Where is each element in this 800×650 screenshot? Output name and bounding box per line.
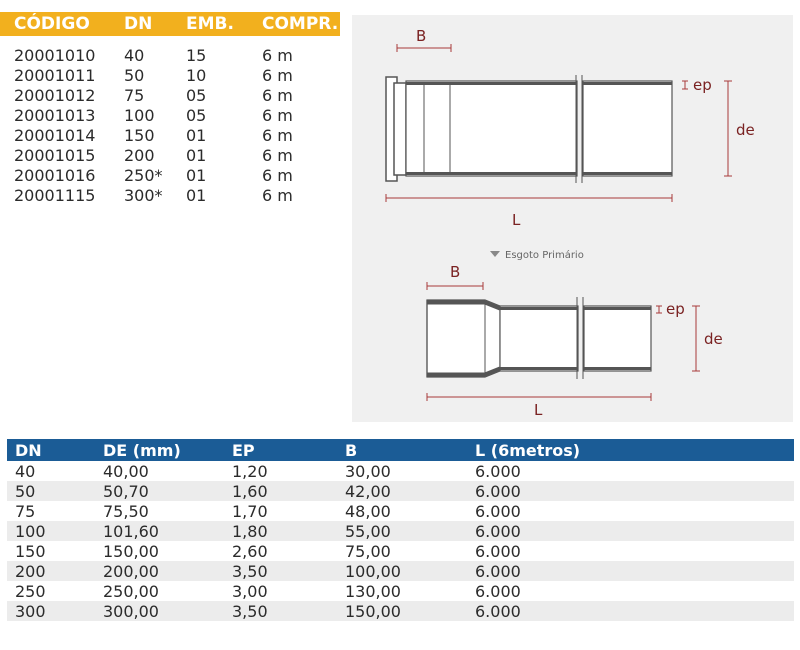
cell-compr: 6 m: [262, 86, 293, 105]
cell-de: 200,00: [103, 562, 159, 581]
cell-de: 250,00: [103, 582, 159, 601]
cell-ep: 1,80: [232, 522, 268, 541]
cell-l: 6.000: [475, 462, 521, 481]
cell-dn: 200: [15, 562, 46, 581]
cell-dn: 50: [124, 66, 145, 85]
cell-dn: 250: [15, 582, 46, 601]
bottom-b-label: B: [450, 263, 461, 281]
cell-emb: 10: [186, 66, 207, 85]
cell-codigo: 20001010: [14, 46, 96, 65]
header-b: B: [345, 441, 358, 460]
bottom-ep-label: ep: [666, 300, 685, 318]
header-dn: DN: [15, 441, 42, 460]
cell-ep: 2,60: [232, 542, 268, 561]
cell-dn: 40: [124, 46, 145, 65]
dimensions-table-body: [7, 461, 794, 621]
cell-compr: 6 m: [262, 46, 293, 65]
cell-de: 40,00: [103, 462, 149, 481]
table-row: [0, 146, 340, 166]
cell-emb: 01: [186, 146, 207, 165]
cell-l: 6.000: [475, 502, 521, 521]
cell-l: 6.000: [475, 522, 521, 541]
header-emb: EMB.: [186, 14, 234, 34]
cell-b: 42,00: [345, 482, 391, 501]
product-table-header: [0, 12, 340, 36]
cell-l: 6.000: [475, 562, 521, 581]
pipe-diagrams: [352, 15, 793, 422]
cell-compr: 6 m: [262, 106, 293, 125]
cell-b: 75,00: [345, 542, 391, 561]
cell-l: 6.000: [475, 542, 521, 561]
header-codigo: CÓDIGO: [14, 14, 90, 34]
caption-arrow-icon: [490, 251, 500, 257]
cell-dn: 200: [124, 146, 155, 165]
cell-de: 150,00: [103, 542, 159, 561]
cell-codigo: 20001013: [14, 106, 96, 125]
cell-b: 30,00: [345, 462, 391, 481]
cell-compr: 6 m: [262, 66, 293, 85]
pipe-diagram-panel: [352, 15, 793, 422]
cell-ep: 1,70: [232, 502, 268, 521]
cell-codigo: 20001014: [14, 126, 96, 145]
header-dn: DN: [124, 14, 153, 34]
cell-l: 6.000: [475, 582, 521, 601]
table-row: [7, 601, 794, 621]
cell-dn: 75: [124, 86, 145, 105]
cell-b: 130,00: [345, 582, 401, 601]
header-ep: EP: [232, 441, 255, 460]
cell-l: 6.000: [475, 482, 521, 501]
cell-emb: 05: [186, 86, 207, 105]
cell-emb: 01: [186, 186, 207, 205]
header-l: L (6metros): [475, 441, 581, 460]
cell-emb: 05: [186, 106, 207, 125]
cell-compr: 6 m: [262, 166, 293, 185]
top-de-label: de: [736, 121, 755, 139]
cell-codigo: 20001016: [14, 166, 96, 185]
cell-ep: 3,50: [232, 602, 268, 621]
diagram-caption: Esgoto Primário: [505, 250, 584, 261]
cell-b: 55,00: [345, 522, 391, 541]
table-row: [0, 106, 340, 126]
header-de: DE (mm): [103, 441, 181, 460]
table-row: [7, 541, 794, 561]
cell-codigo: 20001011: [14, 66, 96, 85]
table-row: [7, 521, 794, 541]
top-b-label: B: [416, 27, 427, 45]
table-row: [0, 126, 340, 146]
cell-b: 100,00: [345, 562, 401, 581]
cell-dn: 100: [124, 106, 155, 125]
table-row: [0, 186, 340, 206]
cell-emb: 15: [186, 46, 207, 65]
cell-ep: 1,60: [232, 482, 268, 501]
dimensions-table: [7, 439, 794, 621]
top-ep-label: ep: [693, 76, 712, 94]
cell-compr: 6 m: [262, 186, 293, 205]
pipe-diagram-bottom: [427, 263, 723, 419]
cell-b: 150,00: [345, 602, 401, 621]
table-row: [7, 461, 794, 481]
table-row: [7, 561, 794, 581]
cell-ep: 1,20: [232, 462, 268, 481]
cell-b: 48,00: [345, 502, 391, 521]
table-row: [0, 66, 340, 86]
cell-de: 300,00: [103, 602, 159, 621]
cell-compr: 6 m: [262, 146, 293, 165]
cell-dn: 40: [15, 462, 36, 481]
cell-l: 6.000: [475, 602, 521, 621]
product-table-body: [0, 46, 340, 206]
cell-de: 50,70: [103, 482, 149, 501]
cell-codigo: 20001115: [14, 186, 96, 205]
table-row: [7, 481, 794, 501]
cell-de: 101,60: [103, 522, 159, 541]
dimensions-table-header: [7, 439, 794, 461]
cell-ep: 3,50: [232, 562, 268, 581]
cell-emb: 01: [186, 126, 207, 145]
cell-dn: 150: [15, 542, 46, 561]
bottom-l-label: L: [534, 401, 543, 419]
cell-dn: 50: [15, 482, 36, 501]
table-row: [0, 46, 340, 66]
table-row: [0, 166, 340, 186]
cell-codigo: 20001012: [14, 86, 96, 105]
bottom-de-label: de: [704, 330, 723, 348]
cell-dn: 100: [15, 522, 46, 541]
cell-codigo: 20001015: [14, 146, 96, 165]
cell-compr: 6 m: [262, 126, 293, 145]
cell-dn: 300: [15, 602, 46, 621]
cell-dn: 75: [15, 502, 36, 521]
top-l-label: L: [512, 211, 521, 229]
cell-dn: 250*: [124, 166, 163, 185]
header-compr: COMPR.: [262, 14, 339, 34]
product-table: [0, 12, 340, 206]
table-row: [7, 501, 794, 521]
cell-dn: 300*: [124, 186, 163, 205]
cell-ep: 3,00: [232, 582, 268, 601]
pipe-diagram-top: [386, 27, 755, 229]
cell-dn: 150: [124, 126, 155, 145]
table-row: [7, 581, 794, 601]
cell-de: 75,50: [103, 502, 149, 521]
cell-emb: 01: [186, 166, 207, 185]
table-row: [0, 86, 340, 106]
